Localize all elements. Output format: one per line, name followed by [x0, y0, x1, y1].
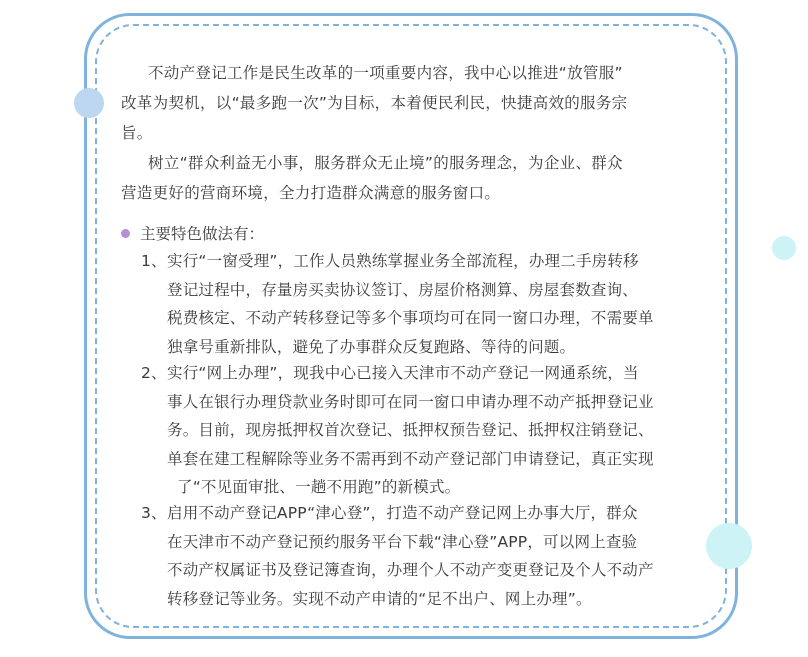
feature-item-1	[141, 247, 711, 361]
item-line: 不动产权属证书及登记簿查询，办理个人不动产变更登记及个人不动产	[167, 561, 654, 579]
intro-p1-line: 改革为契机，以“最多跑一次”为目标，本着便民利民，快捷高效的服务宗	[121, 94, 628, 112]
item-line: 独拿号重新排队，避免了办事群众反复跑路、等待的问题。	[167, 337, 576, 356]
features-heading-text: 主要特色做法有：	[140, 225, 265, 243]
intro-p1-line: 旨。	[121, 124, 153, 142]
intro-paragraph-2	[121, 148, 711, 208]
decorative-circle-bottom	[706, 523, 752, 569]
bullet-dot-icon	[121, 229, 130, 238]
item-line: 实行“网上办理”，现我中心已接入天津市不动产登记一网通系统，当	[167, 364, 639, 382]
item-line: 启用不动产登记APP“津心登”，打造不动产登记网上办事大厅，群众	[167, 504, 638, 522]
intro-p1-line: 不动产登记工作是民生改革的一项重要内容，我中心以推进“放管服”	[148, 64, 623, 82]
intro-paragraph-1	[121, 58, 711, 148]
item-number: 3、	[141, 504, 167, 522]
item-line: 单套在建工程解除等业务不需再到不动产登记部门申请登记，真正实现	[167, 449, 654, 468]
decorative-circle-right	[772, 236, 796, 260]
item-line: 转移登记等业务。实现不动产申请的“足不出户、网上办理”。	[167, 589, 592, 608]
decorative-circle-left	[74, 88, 104, 118]
item-line: 实行“一窗受理”，工作人员熟练掌握业务全部流程，办理二手房转移	[167, 252, 639, 270]
feature-item-3	[141, 499, 711, 613]
item-line: 务。目前，现房抵押权首次登记、抵押权预告登记、抵押权注销登记、	[167, 421, 654, 439]
feature-item-2	[141, 359, 711, 502]
item-line: 了“不见面审批、一趟不用跑”的新模式。	[177, 478, 461, 496]
item-number: 2、	[141, 364, 167, 382]
item-number: 1、	[141, 252, 167, 270]
item-line: 事人在银行办理贷款业务时即可在同一窗口申请办理不动产抵押登记业	[167, 392, 654, 411]
intro-p2-line: 营造更好的营商环境，全力打造群众满意的服务窗口。	[121, 184, 501, 202]
item-line: 登记过程中，存量房买卖协议签订、房屋价格测算、房屋套数查询、	[167, 280, 639, 299]
item-line: 税费核定、不动产转移登记等多个事项均可在同一窗口办理，不需要单	[167, 309, 654, 327]
item-line: 在天津市不动产登记预约服务平台下载“津心登”APP，可以网上查验	[167, 532, 638, 551]
intro-p2-line: 树立“群众利益无小事，服务群众无止境”的服务理念，为企业、群众	[148, 154, 623, 172]
features-heading	[121, 219, 264, 249]
